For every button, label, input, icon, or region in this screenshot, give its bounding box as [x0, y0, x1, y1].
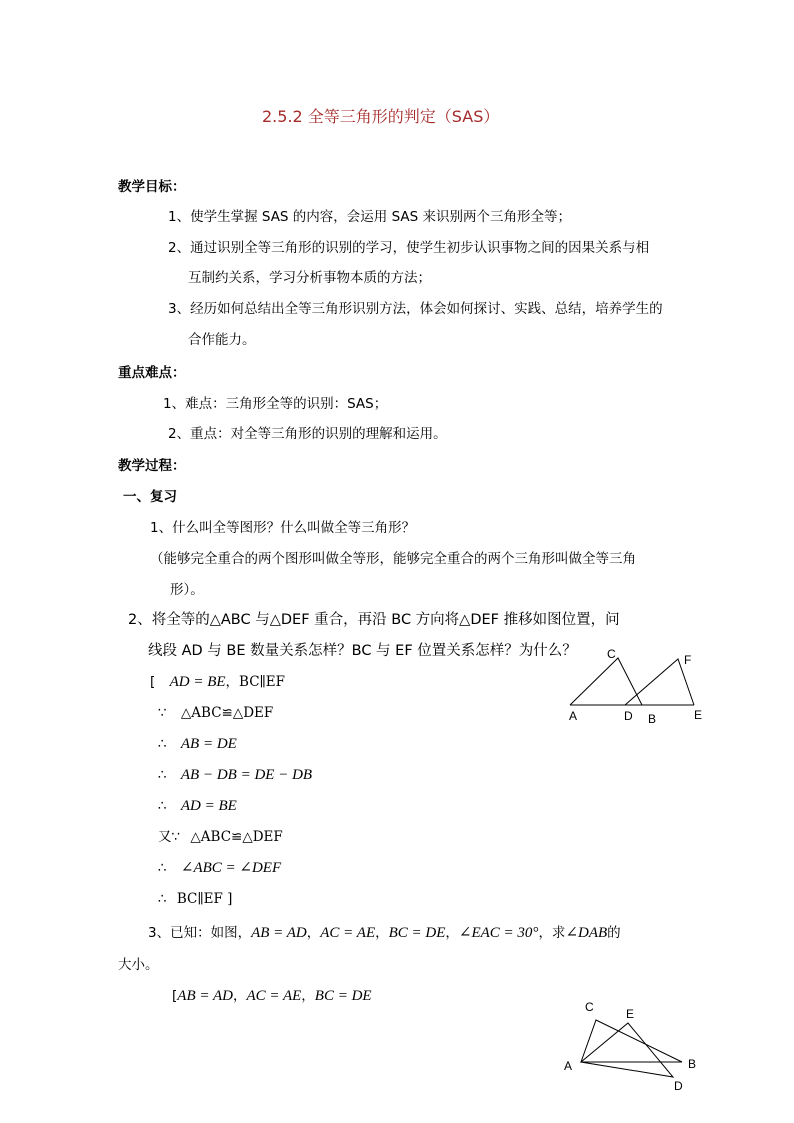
- triangle-acb: [581, 1020, 682, 1062]
- keypoints-heading: 重点难点：: [118, 365, 186, 381]
- a3-math-1: AB = AD: [177, 988, 233, 1004]
- triangle-abc: [570, 658, 642, 705]
- proof-line-2: [158, 704, 273, 722]
- q3-math-4: ∠EAC = 30°: [458, 925, 539, 941]
- goals-heading: 教学目标：: [118, 179, 186, 195]
- proof-congruence: △ABC≌△DEF: [190, 829, 283, 845]
- proof-line-5: [158, 797, 237, 815]
- proof-math-subtract: AB − DB = DE − DB: [180, 767, 313, 783]
- therefore-symbol: ∴: [158, 891, 167, 907]
- therefore-symbol: ∴: [158, 798, 167, 814]
- figure-translated-triangles: [560, 645, 720, 730]
- keypoint-item-2: 2、重点：对全等三角形的识别的理解和运用。: [168, 426, 447, 442]
- answer-3-line-1: [172, 987, 372, 1005]
- goal-item-2-cont: 互制约关系，学习分析事物本质的方法；: [188, 270, 431, 286]
- proof-math-ad-be: AD = BE: [169, 674, 226, 690]
- goal-item-2: 2、通过识别全等三角形的识别的学习，使学生初步认识事物之间的因果关系与相: [168, 240, 650, 256]
- question-2-line-2: 线段 AD 与 BE 数量关系怎样？BC 与 EF 位置关系怎样？为什么？: [148, 643, 577, 659]
- q3-sep: ，: [306, 925, 321, 941]
- q3-sep: ，: [445, 925, 459, 941]
- proof-congruence: △ABC≌△DEF: [180, 705, 274, 721]
- proof-line-3: [158, 735, 237, 753]
- question-1: 1、什么叫全等图形？什么叫做全等三角形？: [150, 520, 416, 536]
- proof-math-ad-be: AD = BE: [180, 798, 237, 814]
- q3-math-5: ∠DAB: [565, 925, 608, 941]
- label-d: D: [674, 1079, 683, 1093]
- q3-math-2: AC = AE: [320, 925, 376, 941]
- label-e: E: [626, 1007, 635, 1021]
- proof-parallel: BC∥EF ]: [176, 891, 233, 907]
- therefore-symbol: ∴: [158, 860, 167, 876]
- triangle-aed: [581, 1023, 673, 1077]
- a3-math-2: AC = AE: [246, 988, 302, 1004]
- figure-question-3: [560, 995, 710, 1100]
- label-c: C: [585, 1000, 594, 1014]
- label-b: B: [688, 1057, 697, 1071]
- proof-line-6: [158, 828, 283, 846]
- label-f: F: [684, 653, 692, 667]
- label-b: B: [648, 712, 657, 726]
- proof-math-angles: ∠ABC = ∠DEF: [180, 860, 282, 876]
- question-2-line-1: 2、将全等的△ABC 与△DEF 重合，再沿 BC 方向将△DEF 推移如图位置，问: [128, 612, 620, 628]
- because-symbol: ∵: [158, 705, 167, 721]
- q3-mid: ，求: [538, 925, 566, 941]
- therefore-symbol: ∴: [158, 767, 167, 783]
- keypoint-item-1: 1、难点：三角形全等的识别：SAS；: [163, 396, 388, 412]
- label-e: E: [694, 708, 703, 722]
- goal-item-1: 1、使学生掌握 SAS 的内容，会运用 SAS 来识别两个三角形全等；: [168, 209, 572, 225]
- open-bracket: [: [150, 674, 156, 690]
- section-review-heading: 一、复习: [123, 489, 177, 505]
- q3-prefix: 3、已知：如图，: [148, 925, 252, 941]
- question-3-line-2: 大小。: [118, 957, 159, 973]
- open-bracket: [: [172, 988, 178, 1004]
- proof-line-4: [158, 766, 312, 784]
- page-title: 2.5.2 全等三角形的判定（SAS）: [262, 107, 500, 126]
- therefore-symbol: ∴: [158, 736, 167, 752]
- a3-sep: ，: [232, 988, 247, 1004]
- a3-math-3: BC = DE: [314, 988, 372, 1004]
- q3-suffix: 的: [607, 925, 621, 941]
- q3-sep: ，: [375, 925, 389, 941]
- label-c: C: [607, 647, 616, 661]
- a3-sep: ，: [301, 988, 315, 1004]
- label-a: A: [569, 709, 578, 723]
- label-d: D: [624, 709, 633, 723]
- proof-math-ab-de: AB = DE: [180, 736, 237, 752]
- question-3-line-1: [148, 924, 621, 942]
- q3-math-3: BC = DE: [388, 925, 446, 941]
- goal-item-3: 3、经历如何总结出全等三角形识别方法，体会如何探讨、实践、总结，培养学生的: [168, 301, 663, 317]
- proof-line-1: [150, 673, 285, 691]
- goal-item-3-cont: 合作能力。: [188, 332, 256, 348]
- proof-line-7: [158, 859, 281, 877]
- answer-1-line-2: 形）。: [170, 582, 204, 598]
- proof-text-bc-ef: ，BC∥EF: [225, 674, 285, 690]
- also-because-symbol: 又∵: [158, 829, 181, 845]
- proof-line-8: [158, 890, 232, 908]
- label-a: A: [564, 1059, 573, 1073]
- answer-1-line-1: （能够完全重合的两个图形叫做全等形，能够完全重合的两个三角形叫做全等三角: [150, 551, 636, 567]
- process-heading: 教学过程：: [118, 458, 186, 474]
- q3-math-1: AB = AD: [251, 925, 307, 941]
